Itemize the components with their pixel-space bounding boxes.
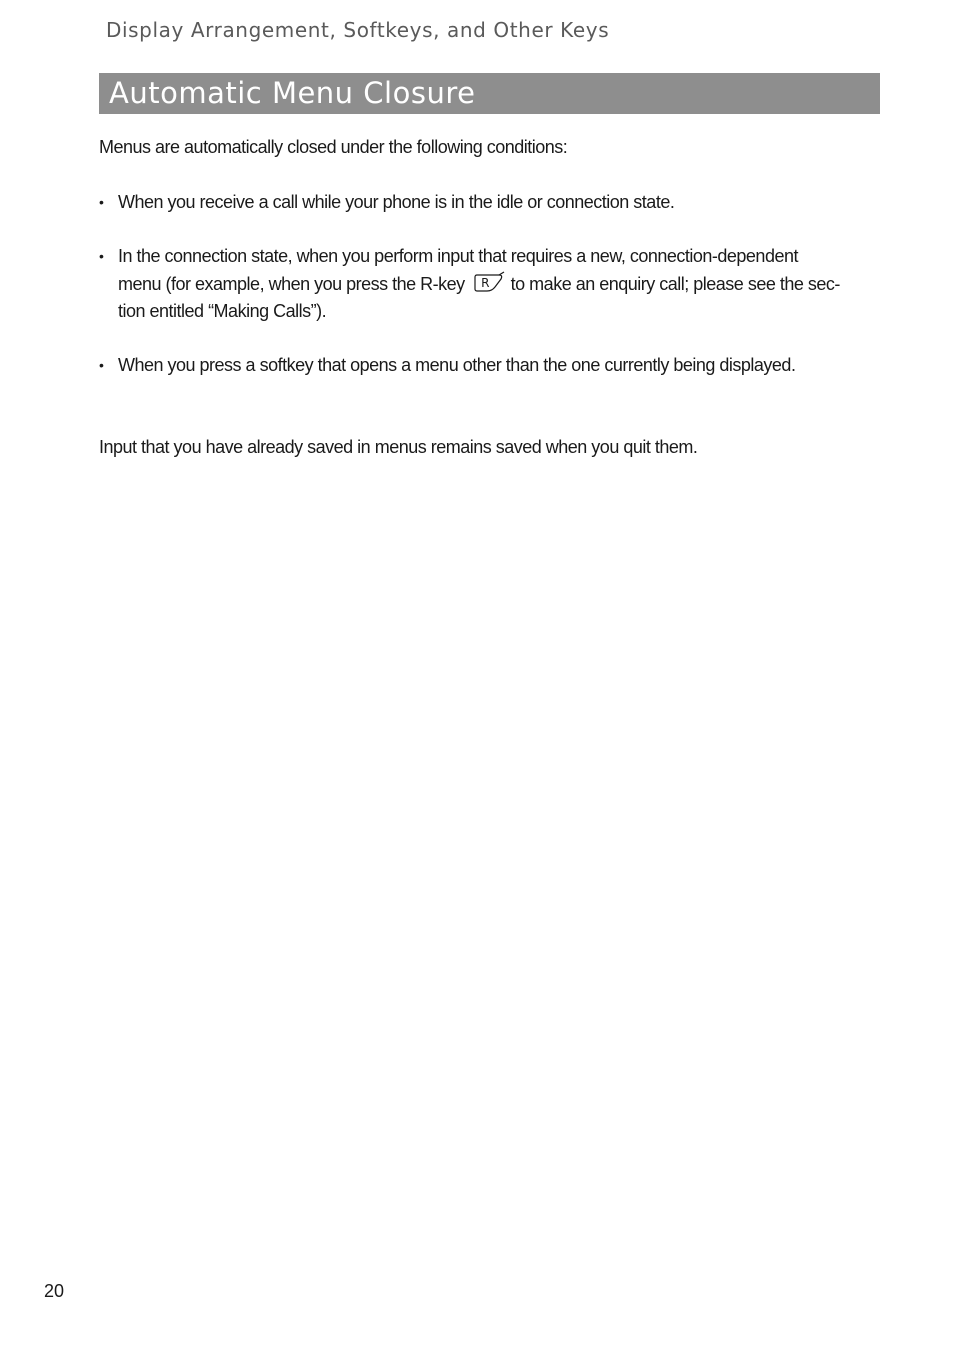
bullet-marker: • — [99, 357, 104, 373]
list-item-line — [118, 271, 874, 299]
list-item-text — [118, 189, 874, 217]
list-item-line-end: to make an enquiry call; please see the sec- — [510, 273, 840, 294]
list-item-text — [118, 352, 874, 380]
closing-paragraph: Input that you have already saved in menus remains saved when you quit them. — [99, 437, 698, 457]
bullet-marker: • — [99, 194, 104, 210]
list-item-text — [118, 243, 874, 326]
list-item-line: When you receive a call while your phone is in the idle or connection state. — [118, 192, 675, 212]
r-key-icon — [473, 271, 505, 293]
section-title: Automatic Menu Closure — [109, 76, 476, 110]
list-item — [99, 243, 874, 326]
page-number: 20 — [44, 1281, 65, 1301]
list-item-line: tion entitled “Making Calls”). — [118, 301, 327, 321]
list-item-line: In the connection state, when you perform input that requires a new, connection-dependent — [118, 246, 798, 266]
running-head: Display Arrangement, Softkeys, and Other Keys — [106, 18, 610, 42]
list-item — [99, 352, 874, 380]
r-key-label: R — [480, 275, 489, 290]
bullet-marker: • — [99, 248, 104, 264]
section-title-bar — [99, 73, 880, 114]
list-item — [99, 189, 874, 217]
list-item-line-start: menu (for example, when you press the R-key — [118, 273, 465, 294]
list-item-line: When you press a softkey that opens a menu other than the one currently being displayed. — [118, 355, 796, 375]
intro-paragraph: Menus are automatically closed under the following conditions: — [99, 137, 568, 157]
